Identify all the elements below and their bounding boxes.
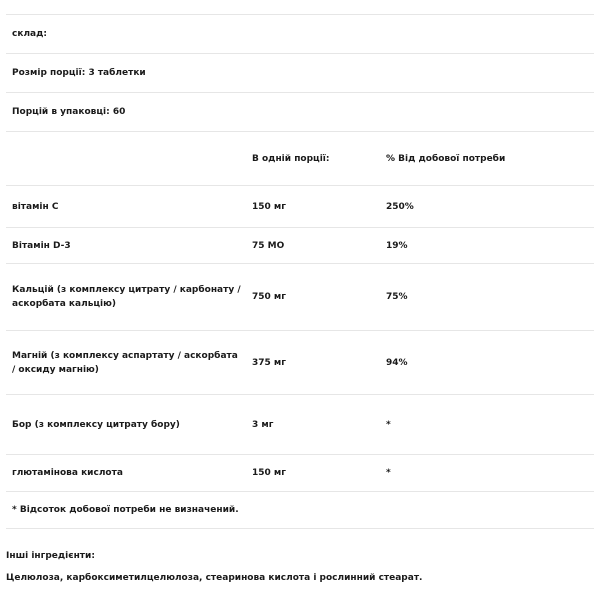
nutrient-dv: 94% xyxy=(386,357,408,368)
nutrient-dv: * xyxy=(386,419,391,430)
supplement-facts-table xyxy=(6,14,594,529)
daily-value-header: % Від добової потреби xyxy=(386,153,506,164)
table-row xyxy=(6,185,594,227)
serving-size: Розмір порції: 3 таблетки xyxy=(12,68,146,78)
servings-per-container: Порцій в упаковці: 60 xyxy=(12,107,126,117)
nutrient-dv: 250% xyxy=(386,201,414,212)
table-header-row xyxy=(6,131,594,185)
nutrient-name: Магній (з комплексу аспартату / аскорбата / оксиду магнію) xyxy=(12,350,238,375)
table-row xyxy=(6,394,594,454)
composition-label: склад: xyxy=(12,29,47,39)
nutrient-amount: 150 мг xyxy=(252,201,286,212)
nutrient-dv: 75% xyxy=(386,292,408,302)
table-row xyxy=(6,227,594,263)
nutrient-dv: * xyxy=(386,468,391,478)
composition-row xyxy=(6,14,594,53)
footnote: * Відсоток добової потреби не визначений. xyxy=(12,505,239,515)
nutrient-amount: 150 мг xyxy=(252,468,286,478)
table-row xyxy=(6,454,594,491)
nutrient-dv: 19% xyxy=(386,240,408,251)
nutrient-amount: 750 мг xyxy=(252,292,286,302)
footnote-row xyxy=(6,491,594,529)
nutrient-name: Бор (з комплексу цитрату бору) xyxy=(12,419,180,430)
table-row xyxy=(6,330,594,394)
nutrient-name: вітамін С xyxy=(12,201,59,212)
table-row xyxy=(6,263,594,330)
serving-size-row xyxy=(6,53,594,92)
other-ingredients: Целюлоза, карбоксиметилцелюлоза, стеаринова кислота і рослинний стеарат. xyxy=(6,573,423,583)
nutrient-name: глютамінова кислота xyxy=(12,468,123,478)
other-ingredients-label: Інші інгредієнти: xyxy=(6,551,95,561)
servings-per-container-row xyxy=(6,92,594,131)
nutrient-name: Кальцій (з комплексу цитрату / карбонату / аскорбата кальцію) xyxy=(12,285,241,309)
nutrient-amount: 3 мг xyxy=(252,419,274,430)
per-serving-header: В одній порції: xyxy=(252,153,330,164)
nutrient-name: Вітамін D-3 xyxy=(12,240,71,251)
nutrient-amount: 75 МО xyxy=(252,240,285,251)
nutrient-amount: 375 мг xyxy=(252,357,286,368)
